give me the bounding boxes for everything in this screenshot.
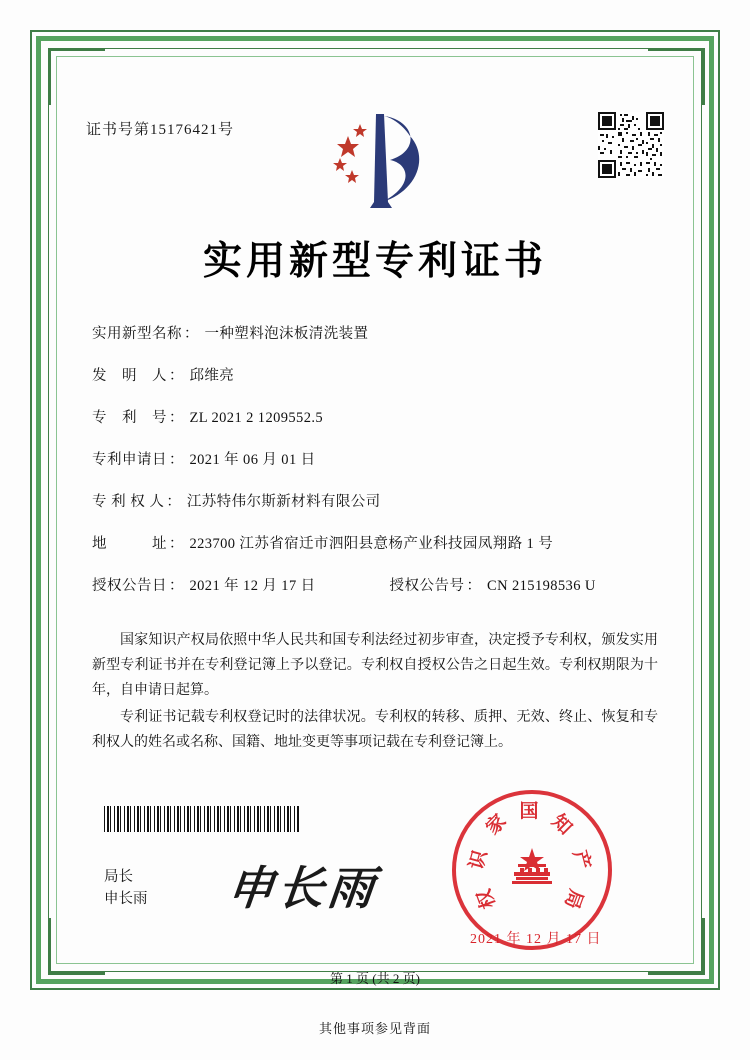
legal-text bbox=[92, 628, 658, 757]
field-separator: ： bbox=[169, 368, 184, 384]
seal-char-4: 产 bbox=[568, 848, 594, 872]
field-grant-number bbox=[390, 574, 596, 595]
field-separator: ： bbox=[169, 578, 184, 594]
seal-char-1: 家 bbox=[482, 810, 511, 840]
patent-office-logo bbox=[318, 106, 438, 214]
certificate-number: 证书号第15176421号 bbox=[86, 122, 235, 138]
corner-ornament-bottom-left bbox=[48, 918, 105, 975]
field-label: 专 利 号 bbox=[92, 410, 167, 426]
field-patent-number bbox=[92, 406, 672, 427]
field-address bbox=[92, 532, 672, 553]
field-separator: ： bbox=[169, 410, 184, 426]
field-value: 一种塑料泡沫板清洗装置 bbox=[204, 326, 369, 342]
seal-date: 2021 年 12 月 17 日 bbox=[470, 932, 602, 947]
signature-block bbox=[104, 866, 148, 910]
page-indicator: 第 1 页 (共 2 页) bbox=[330, 971, 420, 986]
field-separator: ： bbox=[169, 452, 184, 468]
signature-role: 局长 bbox=[104, 869, 133, 885]
field-separator: ： bbox=[184, 326, 199, 342]
seal-char-0: 国 bbox=[519, 801, 539, 822]
paragraph-grant-statement: 国家知识产权局依照中华人民共和国专利法经过初步审查，决定授予专利权，颁发实用新型专利证书并在专利登记簿上予以登记。专利权自授权公告之日起生效。专利权期限为十年，自申请日起算。 bbox=[92, 633, 658, 698]
seal-char-3: 识 bbox=[466, 848, 492, 872]
field-list bbox=[92, 322, 672, 616]
field-label: 专 利 权 人 bbox=[92, 494, 165, 510]
field-patentee bbox=[92, 490, 672, 511]
field-value: CN 215198536 U bbox=[487, 578, 596, 594]
field-label: 专利申请日 bbox=[92, 452, 167, 468]
seal-char-5: 权 bbox=[473, 886, 501, 912]
field-grant-date bbox=[92, 574, 316, 595]
corner-ornament-top-left bbox=[48, 48, 105, 105]
field-value: 江苏特伟尔斯新材料有限公司 bbox=[186, 494, 381, 510]
paragraph-registry-statement: 专利证书记载专利权登记时的法律状况。专利权的转移、质押、无效、终止、恢复和专利权人的姓名或名称、国籍、地址变更等事项记载在专利登记簿上。 bbox=[92, 710, 658, 750]
field-inventor bbox=[92, 364, 672, 385]
seal-char-2: 知 bbox=[547, 810, 576, 840]
field-value: 邱维亮 bbox=[189, 368, 235, 384]
field-separator: ： bbox=[466, 578, 482, 594]
field-label: 实用新型名称 bbox=[92, 326, 182, 342]
qr-code bbox=[598, 112, 664, 178]
corner-ornament-top-right bbox=[648, 48, 705, 105]
signature-name: 申长雨 bbox=[104, 891, 148, 907]
field-value: 223700 江苏省宿迁市泗阳县意杨产业科技园凤翔路 1 号 bbox=[189, 536, 554, 552]
field-label: 发 明 人 bbox=[92, 368, 167, 384]
handwritten-signature: 申长雨 bbox=[224, 863, 381, 914]
seal-char-6: 局 bbox=[560, 886, 587, 912]
field-label: 授权公告号 bbox=[389, 578, 465, 594]
field-label: 地 址 bbox=[92, 536, 167, 552]
back-side-note: 其他事项参见背面 bbox=[318, 1021, 431, 1036]
page-title: 实用新型专利证书 bbox=[202, 240, 547, 283]
field-value: ZL 2021 2 1209552.5 bbox=[189, 410, 324, 426]
field-separator: ： bbox=[169, 536, 184, 552]
barcode bbox=[104, 806, 300, 832]
field-value: 2021 年 06 月 01 日 bbox=[189, 452, 316, 468]
corner-ornament-bottom-right bbox=[648, 918, 705, 975]
grant-announcement-row bbox=[92, 574, 672, 595]
field-utility-model-name bbox=[92, 322, 672, 343]
field-value: 2021 年 12 月 17 日 bbox=[189, 578, 316, 594]
official-seal bbox=[452, 790, 612, 950]
field-label: 授权公告日 bbox=[92, 578, 167, 594]
field-separator: ： bbox=[166, 494, 181, 510]
seal-emblem-icon bbox=[502, 838, 562, 898]
field-application-date bbox=[92, 448, 672, 469]
